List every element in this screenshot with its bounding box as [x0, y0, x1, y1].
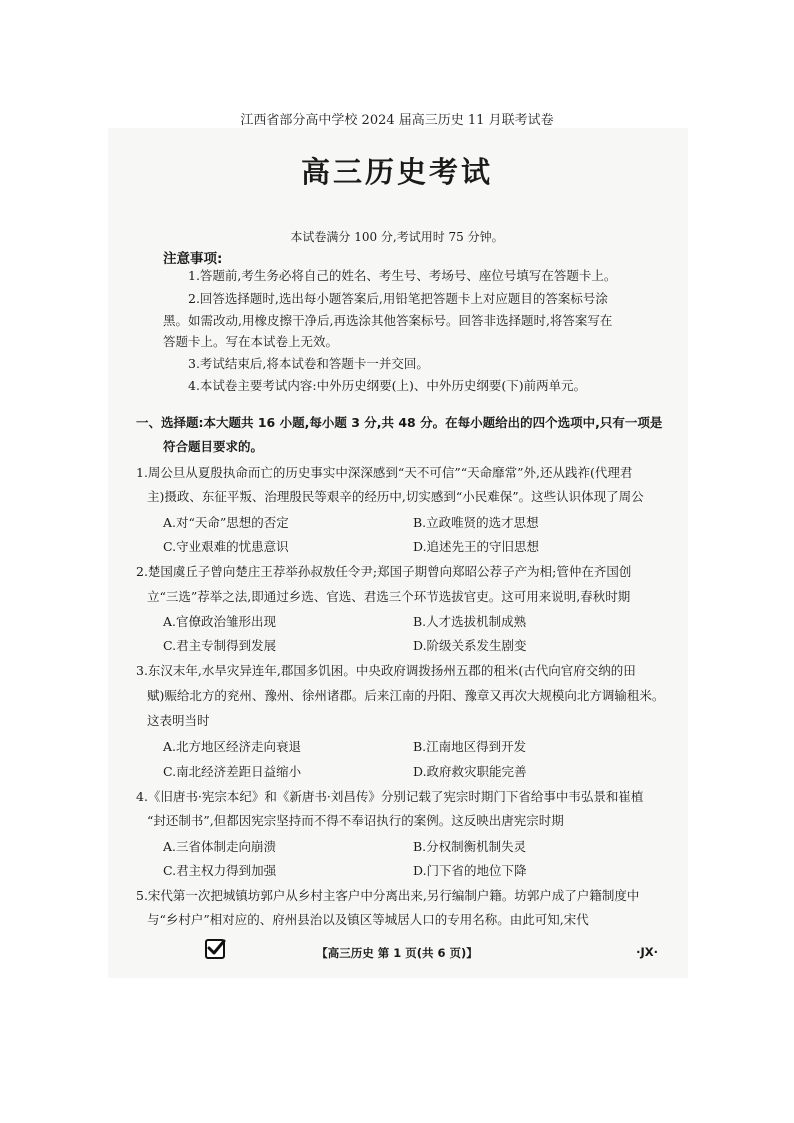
question-3-option-d: D.政府救灾职能完善 [413, 764, 527, 779]
footer-region-code: ·JX· [636, 945, 658, 959]
question-4-option-d: D.门下省的地位下降 [413, 863, 527, 878]
question-1-option-a: A.对“天命”思想的否定 [163, 515, 289, 530]
question-2-text: 立“三选”荐举之法,即通过乡选、官选、君选三个环节选拔官吏。这可用来说明,春秋时期 [147, 589, 631, 604]
question-2-option-c: C.君主专制得到发展 [163, 638, 277, 653]
exam-meta: 本试卷满分 100 分,考试用时 75 分钟。 [290, 230, 504, 244]
document-header: 江西省部分高中学校 2024 届高三历史 11 月联考试卷 [240, 113, 554, 128]
question-3-text: 3.东汉末年,水旱灾异连年,郡国多饥困。中央政府调拨扬州五郡的租米(古代向官府交纳的田 [136, 663, 636, 678]
question-2-option-b: B.人才选拔机制成熟 [413, 614, 527, 629]
question-5-text: 与“乡村户”相对应的、府州县治以及镇区等城居人口的专用名称。由此可知,宋代 [147, 912, 589, 927]
question-3-text: 这表明当时 [147, 713, 210, 728]
page-footer [0, 945, 794, 965]
question-3-text: 赋)赈给北方的兖州、豫州、徐州诸郡。后来江南的丹阳、豫章又再次大规模向北方调输租米。 [147, 688, 665, 703]
notice-title: 注意事项: [163, 251, 223, 267]
question-4-option-c: C.君主权力得到加强 [163, 863, 277, 878]
notice-line: 4.本试卷主要考试内容:中外历史纲要(上)、中外历史纲要(下)前两单元。 [188, 378, 587, 393]
section-heading-cont: 符合题目要求的。 [163, 439, 264, 454]
question-5-text: 5.宋代第一次把城镇坊郭户从乡村主客户中分离出来,另行编制户籍。坊郭户成了户籍制度中 [136, 888, 640, 903]
question-4-option-a: A.三省体制走向崩溃 [163, 839, 277, 854]
question-2-option-a: A.官僚政治雏形出现 [163, 614, 277, 629]
question-1-option-c: C.守业艰难的忧患意识 [163, 539, 289, 554]
question-2-text: 2.楚国虞丘子曾向楚庄王荐举孙叔敖任令尹;郑国子期曾向郑昭公荐子产为相;管仲在齐国创 [136, 564, 632, 579]
notice-line: 2.回答选择题时,选出每小题答案后,用铅笔把答题卡上对应题目的答案标号涂 [188, 291, 608, 306]
section-heading: 一、选择题:本大题共 16 小题,每小题 3 分,共 48 分。在每小题给出的四个选项中,只有一项是 [136, 415, 663, 430]
notice-line: 1.答题前,考生务必将自己的姓名、考生号、考场号、座位号填写在答题卡上。 [188, 268, 617, 283]
footer-page-info: 【高三历史 第 1 页(共 6 页)】 [316, 946, 478, 960]
question-3-option-a: A.北方地区经济走向衰退 [163, 739, 302, 754]
notice-line: 答题卡上。写在本试卷上无效。 [163, 334, 339, 349]
question-1-text: 主)摄政、东征平叛、治理殷民等艰辛的经历中,切实感到“小民难保”。这些认识体现了周公 [147, 489, 644, 504]
question-1-option-b: B.立政唯贤的选才思想 [413, 515, 539, 530]
notice-line: 黑。如需改动,用橡皮擦干净后,再选涂其他答案标号。回答非选择题时,将答案写在 [163, 313, 613, 328]
notice-line: 3.考试结束后,将本试卷和答题卡一并交回。 [188, 356, 429, 371]
question-2-option-d: D.阶级关系发生剧变 [413, 638, 527, 653]
question-1-text: 1.周公旦从夏殷执命而亡的历史事实中深深感到“天不可信”“天命靡常”外,还从践祚(代理君 [136, 465, 633, 480]
question-4-text: 4.《旧唐书·宪宗本纪》和《新唐书·刘昌传》分别记载了宪宗时期门下省给事中韦弘景和崔植 [136, 789, 644, 804]
question-1-option-d: D.追述先王的守旧思想 [413, 539, 540, 554]
question-4-text: “封还制书”,但都因宪宗坚持而不得不奉诏执行的案例。这反映出唐宪宗时期 [147, 813, 564, 828]
question-4-option-b: B.分权制衡机制失灵 [413, 839, 527, 854]
question-3-option-c: C.南北经济差距日益缩小 [163, 764, 302, 779]
question-3-option-b: B.江南地区得到开发 [413, 739, 527, 754]
page-title: 高三历史考试 [300, 155, 493, 189]
